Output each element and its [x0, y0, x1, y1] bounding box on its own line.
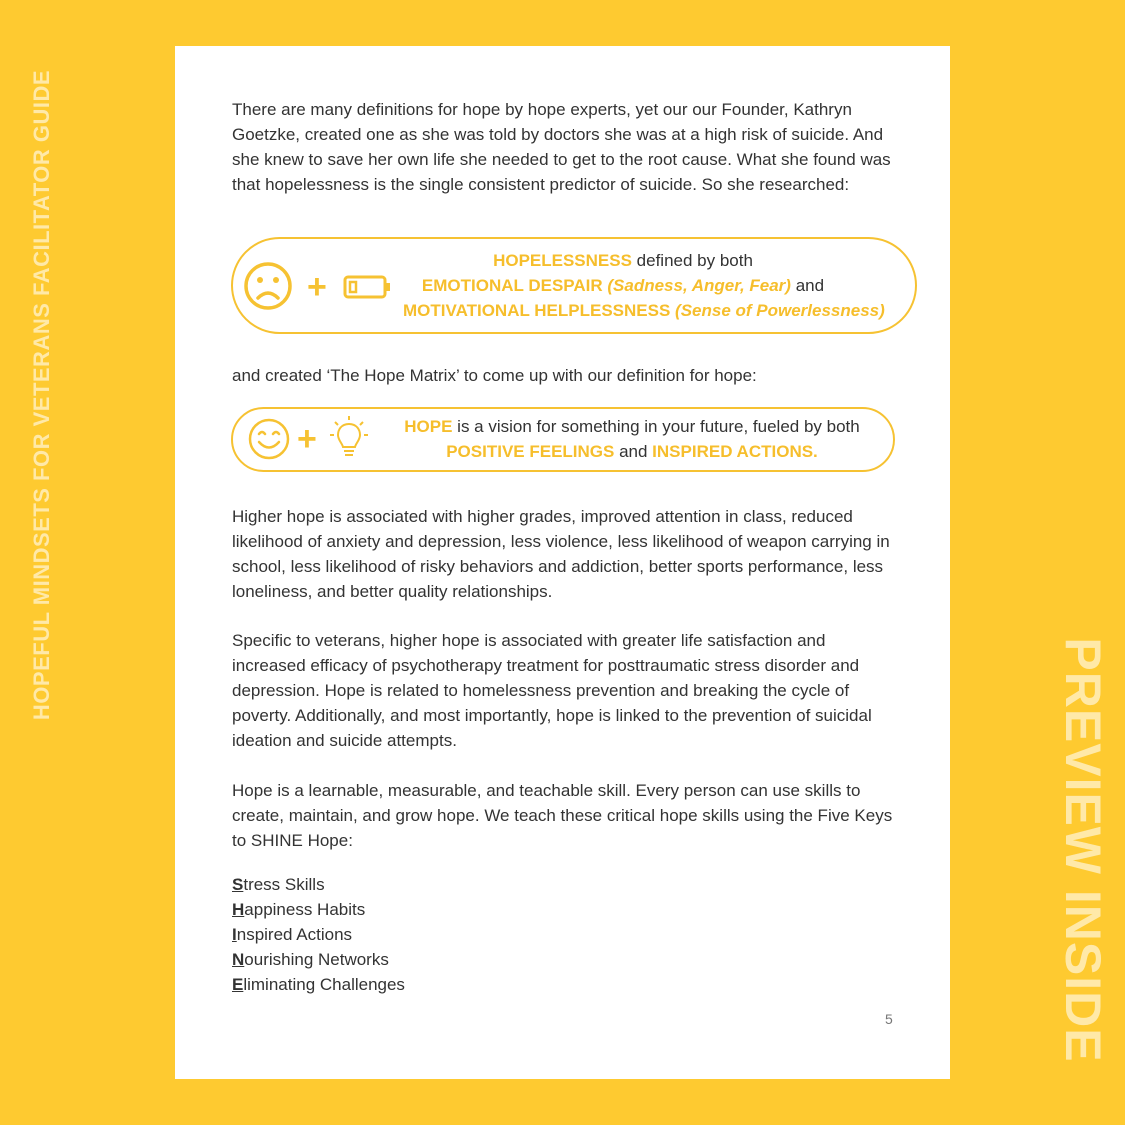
plus-sign: +	[307, 268, 327, 306]
hope-line2-and: and	[614, 442, 653, 461]
shine-rest: ourishing Networks	[244, 950, 389, 969]
sidebar-title: HOPEFUL MINDSETS FOR VETERANS FACILITATOR GUIDE	[29, 69, 54, 721]
skills-paragraph: Hope is a learnable, measurable, and teachable skill. Every person can use skills to create, maintain, and grow hope. We teach these critical hope skills using the Five Keys to SHINE Hope:	[232, 781, 893, 850]
list-item	[232, 947, 405, 972]
sad-face-icon	[243, 261, 293, 311]
list-item	[232, 922, 405, 947]
hopelessness-line2-rest: and	[790, 276, 825, 295]
intro-paragraph: There are many definitions for hope by hope experts, yet our our Founder, Kathryn Goetzke, created one as she was told by doctors she was at a high risk of suicide. And she knew to save her own life she needed to get to the root cause. What she found was that hopelessness is the single consistent predictor of suicide. So she researched:	[232, 100, 891, 194]
hope-box	[231, 407, 895, 472]
lightbulb-icon	[329, 414, 369, 462]
inspired-actions-keyword: INSPIRED ACTIONS.	[652, 442, 818, 461]
transition-paragraph: and created ‘The Hope Matrix’ to come up with our definition for hope:	[232, 366, 757, 385]
smile-face-icon	[247, 417, 291, 461]
hope-line1-rest: is a vision for something in your future, fueled by both	[452, 417, 860, 436]
plus-sign: +	[297, 420, 317, 458]
shine-keys-list	[232, 872, 405, 997]
shine-rest: nspired Actions	[236, 925, 353, 944]
shine-letter: N	[232, 950, 245, 969]
page-number: 5	[885, 1011, 893, 1027]
list-item	[232, 872, 405, 897]
list-item	[232, 897, 405, 922]
emotional-despair-keyword: EMOTIONAL DESPAIR	[421, 276, 603, 295]
shine-letter: E	[232, 975, 244, 994]
shine-rest: tress Skills	[243, 875, 325, 894]
benefits-paragraph: Higher hope is associated with higher grades, improved attention in class, reduced likelihood of anxiety and depression, less violence, less likelihood of weapon carrying in school, less likelihood of risky behaviors and addiction, better sports performance, less loneliness, and better quality relationships.	[232, 507, 890, 601]
preview-label: PREVIEW INSIDE	[1055, 637, 1111, 1063]
motivational-helplessness-keyword: MOTIVATIONAL HELPLESSNESS	[403, 301, 671, 320]
motivational-helplessness-detail: (Sense of Powerlessness)	[670, 301, 885, 320]
low-battery-icon	[343, 275, 393, 299]
list-item	[232, 972, 405, 997]
hopelessness-line1-rest: defined by both	[631, 251, 753, 270]
hopelessness-definition	[403, 248, 885, 323]
emotional-despair-detail: (Sadness, Anger, Fear)	[602, 276, 791, 295]
shine-letter: S	[232, 875, 244, 894]
shine-rest: appiness Habits	[244, 900, 366, 919]
document-page	[175, 46, 950, 1079]
shine-letter: H	[232, 900, 245, 919]
hopelessness-keyword: HOPELESSNESS	[493, 251, 632, 270]
positive-feelings-keyword: POSITIVE FEELINGS	[446, 442, 615, 461]
hope-keyword: HOPE	[404, 417, 453, 436]
hope-definition	[383, 414, 881, 464]
hopelessness-box	[231, 237, 917, 334]
veterans-paragraph: Specific to veterans, higher hope is associated with greater life satisfaction and increased efficacy of psychotherapy treatment for posttraumatic stress disorder and depression. Hope is related to homelessness prevention and breaking the cycle of poverty. Additionally, and most importantly, hope is linked to the prevention of suicidal ideation and suicide attempts.	[232, 631, 872, 750]
shine-letter: I	[232, 925, 237, 944]
shine-rest: liminating Challenges	[243, 975, 405, 994]
